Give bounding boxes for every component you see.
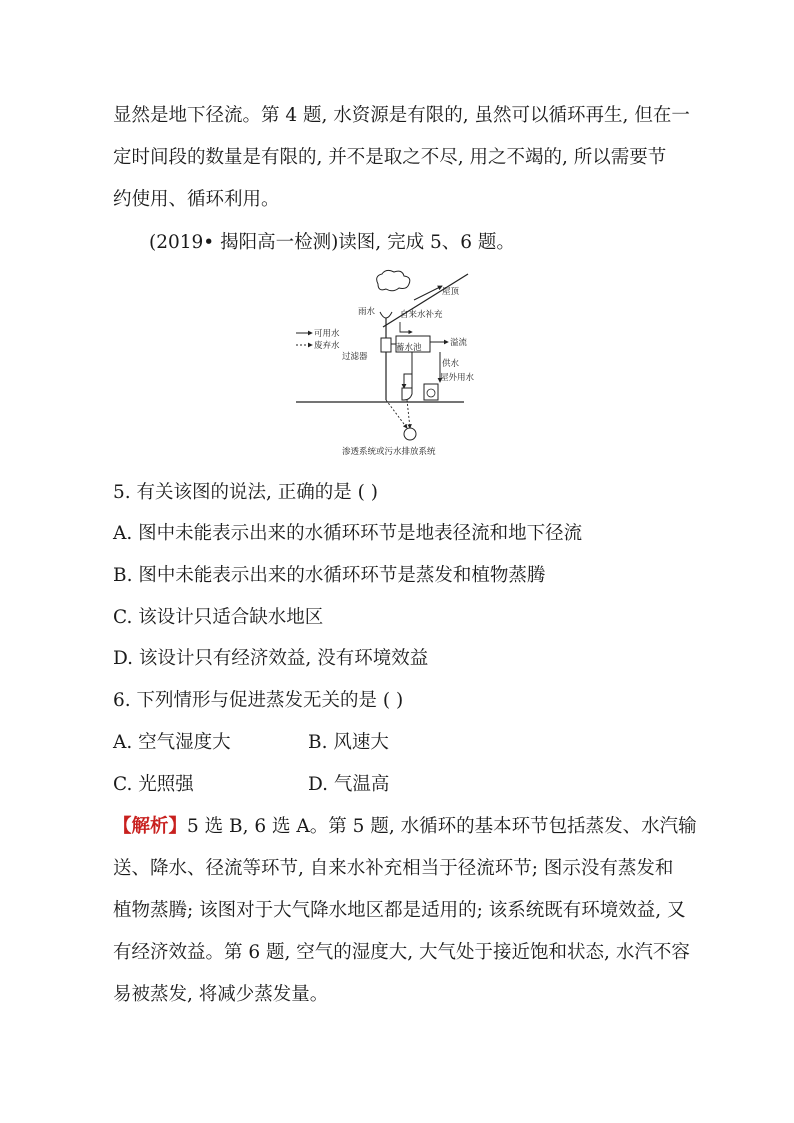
supply-label: 供水	[442, 359, 460, 369]
question-5-stem: 5. 有关该图的说法, 正确的是 ( )	[113, 482, 378, 503]
filter-box	[381, 338, 391, 352]
question-6-option-b: B. 风速大	[308, 732, 389, 753]
analysis-tag: 【解析】	[113, 816, 188, 837]
paragraph-line: 约使用、循环利用。	[113, 189, 280, 210]
analysis-line: 有经济效益。第 6 题, 空气的湿度大, 大气处于接近饱和状态, 水汽不容	[113, 942, 690, 963]
overflow-label: 溢流	[450, 338, 468, 348]
tap-supply-label: 自来水补充	[400, 310, 443, 320]
legend-usable: 可用水	[314, 329, 340, 339]
roof-label: 屋顶	[442, 287, 460, 297]
question-5-option-b: B. 图中未能表示出来的水循环环节是蒸发和植物蒸腾	[113, 565, 546, 586]
rainwater-harvesting-diagram	[292, 270, 475, 460]
paragraph-line: 定时间段的数量是有限的, 并不是取之不尽, 用之不竭的, 所以需要节	[113, 147, 667, 168]
rain-funnel	[380, 312, 392, 318]
filter-label: 过滤器	[342, 352, 368, 362]
question-6-option-c: C. 光照强	[113, 774, 194, 795]
question-5-option-d: D. 该设计只有经济效益, 没有环境效益	[113, 648, 429, 669]
drain-system-circle	[404, 428, 416, 440]
question-intro: (2019• 揭阳高一检测)读图, 完成 5、6 题。	[149, 232, 515, 253]
washing-machine-icon	[424, 384, 438, 400]
analysis-line: 送、降水、径流等环节, 自来水补充相当于径流环节; 图示没有蒸发和	[113, 858, 674, 879]
toilet-icon	[402, 388, 412, 400]
cloud-icon	[377, 270, 410, 290]
analysis-line: 易被蒸发, 将减少蒸发量。	[113, 984, 329, 1005]
analysis-text: 5 选 B, 6 选 A。第 5 题, 水循环的基本环节包括蒸发、水汽输	[187, 816, 697, 837]
paragraph-line: 显然是地下径流。第 4 题, 水资源是有限的, 虽然可以循环再生, 但在一	[113, 105, 690, 126]
question-5-option-a: A. 图中未能表示出来的水循环环节是地表径流和地下径流	[113, 523, 583, 544]
analysis-line: 植物蒸腾; 该图对于大气降水地区都是适用的; 该系统既有环境效益, 又	[113, 900, 686, 921]
analysis-line	[113, 815, 697, 839]
rain-label: 雨水	[358, 307, 376, 317]
question-6-option-d: D. 气温高	[308, 774, 390, 795]
question-6-option-a: A. 空气湿度大	[113, 732, 231, 753]
outdoor-label: 屋外用水	[440, 373, 475, 383]
question-5-option-c: C. 该设计只适合缺水地区	[113, 607, 324, 628]
tank-label: 蓄水池	[396, 343, 422, 353]
drain-system-label: 渗透系统或污水排放系统	[342, 447, 436, 457]
question-6-stem: 6. 下列情形与促进蒸发无关的是 ( )	[113, 690, 404, 711]
legend-waste: 废弃水	[314, 341, 340, 351]
